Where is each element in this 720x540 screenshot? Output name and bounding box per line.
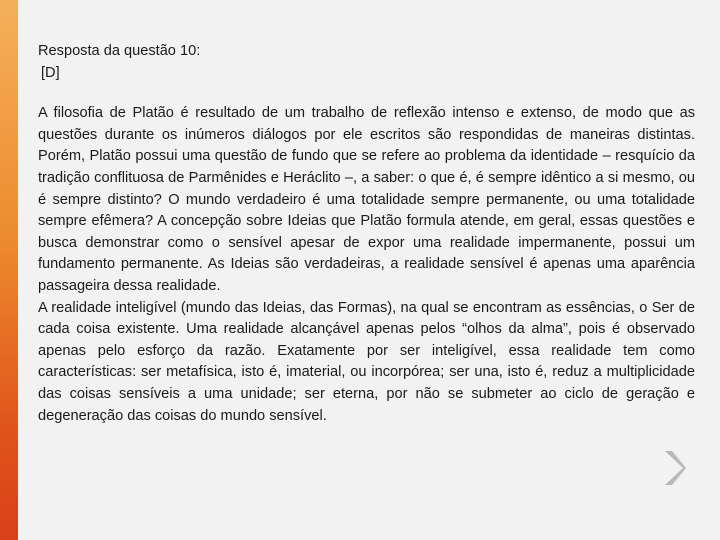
chevron-right-icon [662, 448, 688, 488]
slide-content [38, 41, 695, 427]
accent-sidebar [0, 0, 18, 540]
next-slide-chevron-right-icon[interactable] [662, 448, 688, 488]
question-heading: Resposta da questão 10: [38, 43, 201, 59]
answer-label: [D] [41, 64, 60, 81]
paragraph-2: A realidade inteligível (mundo das Ideias, das Formas), na qual se encontram as essências, o Ser de cada coisa existente. Uma realidade alcançável apenas pelos “olhos da alma”, pois é observado apenas pelo esforço da razão. Exatamente por ser inteligível, essa realidade tem como características: ser metafísica, isto é, imaterial, ou incorpórea; ser una, isto é, reduz a multiplicidade das coisas sensíveis a uma unidade; ser eterna, por não se submeter ao ciclo de geração e degeneração das coisas do mundo sensível. [38, 299, 695, 424]
paragraph-1: A filosofia de Platão é resultado de um trabalho de reflexão intenso e extenso, de modo que as questões durante os inúmeros diálogos por ele escritos são respondidas de maneiras distintas. Porém, Platão possui uma questão de fundo que se refere ao problema da identidade – resquício da tradição conflituosa de Parmênides e Heráclito –, a saber: o que é, é sempre idêntico a si mesmo, ou é sempre distinto? O mundo verdadeiro é uma totalidade sempre permanente, ou uma totalidade sempre efêmera? A concepção sobre Ideias que Platão formula atende, em geral, essas questões e busca demonstrar como o sensível apesar de expor uma realidade impermanente, possui um fundamento permanente. As Ideias são verdadeiras, a realidade sensível é apenas uma aparência passageira dessa realidade. [38, 105, 695, 294]
